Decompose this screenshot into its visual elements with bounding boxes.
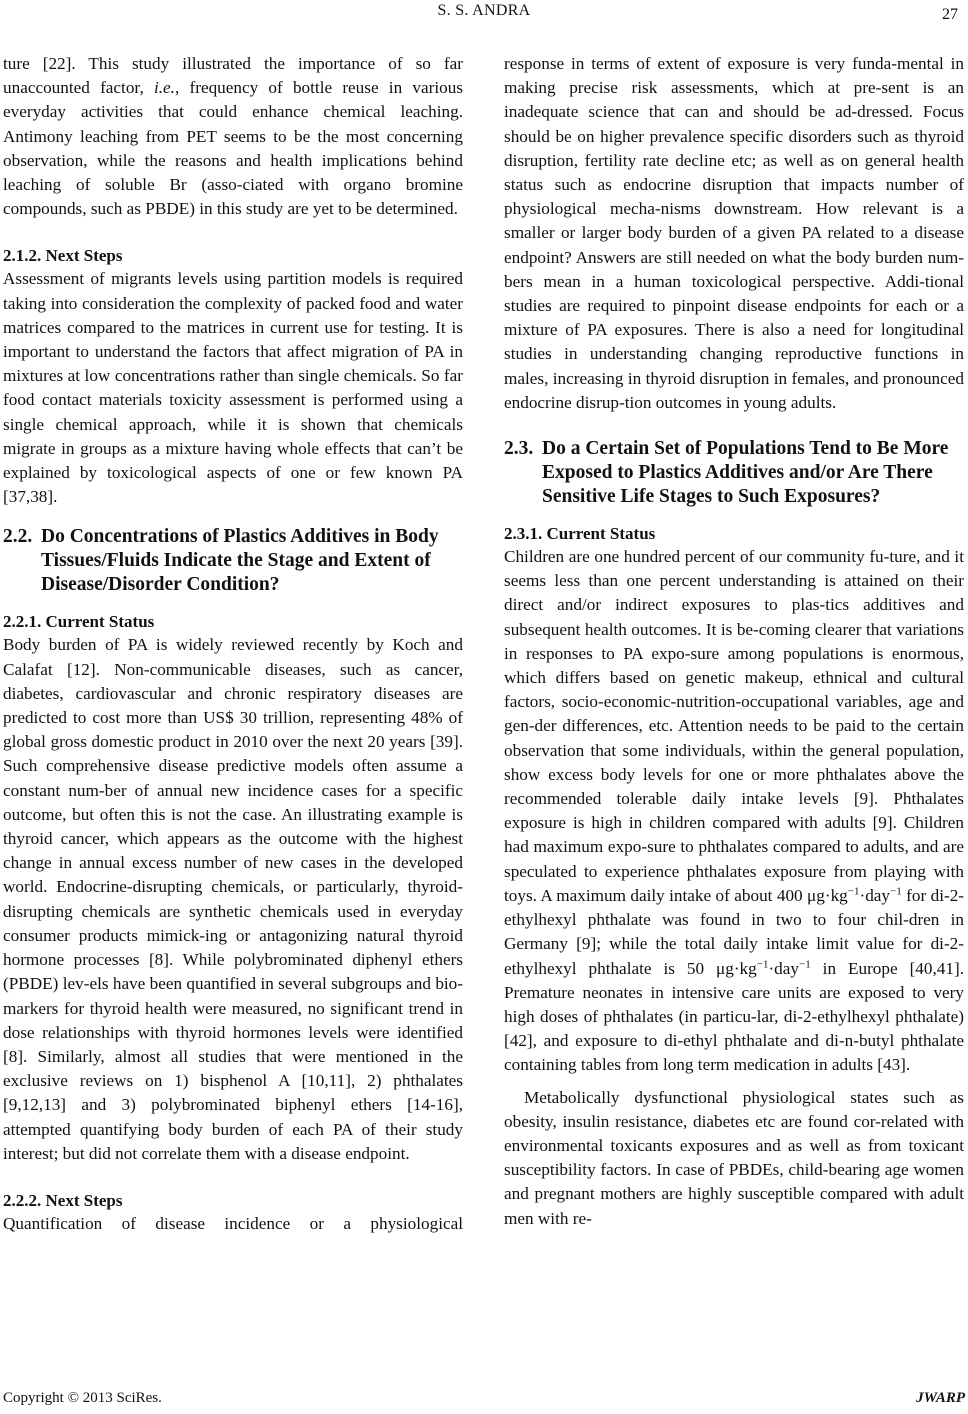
subsection-heading: 2.2.2. Next Steps [3,1190,123,1210]
section-number: 2.3. [504,438,534,460]
section-title: Do Concentrations of Plastics Additives in Body Tissues/Fluids Indicate the Stage and Extent of Disease/Disorder Condition? [41,526,439,596]
superscript: −1 [799,957,811,970]
paragraph [504,545,964,1077]
page-footer [3,1390,965,1410]
left-column [3,52,463,1236]
page-number: 27 [942,6,958,23]
text-run: ·day [768,958,799,978]
right-column [504,52,964,1231]
page-header [0,2,968,26]
text-run: ture [22]. This study illustrated the importance of so far unaccounted factor, [3,54,463,98]
section-heading [3,525,463,597]
section-heading [504,437,964,509]
paragraph [3,52,463,221]
section-title: Do a Certain Set of Populations Tend to Be More Exposed to Plastics Additives and/or Are There Sensitive Life Stages to Such Exposures? [542,438,949,508]
paragraph: Quantification of disease incidence or a physiological [3,1213,463,1233]
paragraph: Assessment of migrants levels using partition models is required taking into consideration the complexity of packed food and water matrices compared to the matrices in current use for testing. It is important to understand the factors that affect migration of PA in mixtures at low concentrations rather than single chemicals. So far food contact materials toxicity assessment is performed using a single chemical approach, while it is shown that chemicals migrate in groups as a mixture having whole effects that can’t be explained by toxicological aspects of one or few known PA [37,38]. [3,269,463,507]
text-run: for di-2-ethylhexyl phthalate was found in two to four chil-dren in Germany [9]; while the total daily intake limit value for di-2-ethylhexyl phthalate is 50 μg·kg [504,885,965,978]
superscript: −1 [847,885,860,898]
text-run: , frequency of bottle reuse in various everyday activities that could enhance chemical leaching. Antimony leaching from PET seems to be the most concerning observation, while the reasons and health implications behind leaching of soluble Br (asso-ciated with organo bromine compounds, such as PBDE) in this study are yet to be determined. [3,78,463,219]
paragraph: response in terms of extent of exposure is very funda-mental in making precise risk assessments, which at pre-sent is an inadequate science that can and should be ad-dressed. Focus should be on higher prevalence specific disorders such as thyroid disruption, fertility rate decline etc; as well as on general health status such as endocrine disruption that impacts number of physiological mecha-nisms downstream. How relevant is a smaller or larger body burden of a given PA related to a disease endpoint? Answers are still needed on what the body burden num-bers mean in a human toxicological perspective. Addi-tional studies are required to pinpoint disease endpoints for each or a mixture of PA exposures. There is also a need for longitudinal studies in understanding changing reproductive functions in males, increasing in thyroid disruption in females, and pronounced endocrine disrup-tion outcomes in young adults. [504,54,964,412]
paragraph: Metabolically dysfunctional physiological states such as obesity, insulin resistance, diabetes etc are found cor-related with environmental toxicants exposures and as well as from toxicant susceptibility factors. In case of PBDEs, child-bearing age women and pregnant mothers are highly susceptible compared with adult men with re- [504,1087,964,1228]
text-run: in Europe [40,41]. Premature neonates in intensive care units are exposed to very high doses of phthalates (in particu-lar, di-2-ethylhexyl phthalate) [42], and exposure to di-ethyl phthalate and di-n-butyl phthalate containing tables from long term medication in adults [43]. [504,958,964,1075]
copyright-text: Copyright © 2013 SciRes. [3,1390,162,1406]
text-run: Children are one hundred percent of our community fu-ture, and it seems less than one percent understanding is attained on their direct and/or indirect exposures to plas-tics additives and subsequent health outcomes. It is be-coming clearer that variations in responses to PA expo-sure among populations is enormous, which differs based on genetic makeup, ethnical and cultural factors, socio-economic-nutrition-occupational variables, age and gen-der differences, etc. Attention needs to be paid to the certain observation that some individuals, within the general population, show excess body levels for one or more phthalates above the recommended tolerable daily intake levels [9]. Phthalates exposure is high in children compared with adults [9]. Children had maximum expo-sure to phthalates compared to adults, and are speculated to experience phthalates exposure from playing with toys. A maximum daily intake of about 400 μg·kg [504,547,964,905]
italic-text: i.e. [153,78,175,98]
text-run: ·day [859,885,891,905]
superscript: −1 [890,885,902,898]
section-number: 2.2. [3,526,33,548]
paragraph: Body burden of PA is widely reviewed recently by Koch and Calafat [12]. Non-communicable diseases, such as cancer, diabetes, cardiovascular and chronic respiratory diseases are predicted to cost more than US$ 30 trillion, representing 48% of global gross domestic product in 2010 over the next 20 years [39]. Such comprehensive disease predictive models often assume a constant num-ber of annual new incidence cases for a specific outcome, but often this is not the case. An illustrating example is thyroid cancer, which appears as the outcome with the highest change in annual excess number of new cases in the developed world. Endocrine-disrupting chemicals, or particularly, thyroid-disrupting chemicals are synthetic chemicals used in everyday consumer products mimick-ing or antagonizing natural thyroid hormone processes [8]. While polybrominated diphenyl ethers (PBDE) lev-els have been quantified in several subgroups and bio-markers for thyroid health were measured, no significant trend in dose relationships with thyroid hormones levels were identified [8]. Similarly, almost all studies that were mentioned in the exclusive reviews on 1) bisphenol A [10,11], 2) phthalates [9,12,13] and 3) polybrominated biphenyl ethers [14-16], attempted quantifying body burden of each PA of their study interest; but did not correlate them with a disease endpoint. [3,635,463,1163]
journal-abbrev: JWARP [916,1390,965,1406]
subsection-heading: 2.1.2. Next Steps [3,246,123,266]
subsection-heading: 2.3.1. Current Status [504,524,656,544]
running-head: S. S. ANDRA [437,2,531,19]
superscript: −1 [756,957,769,970]
subsection-heading: 2.2.1. Current Status [3,612,155,632]
